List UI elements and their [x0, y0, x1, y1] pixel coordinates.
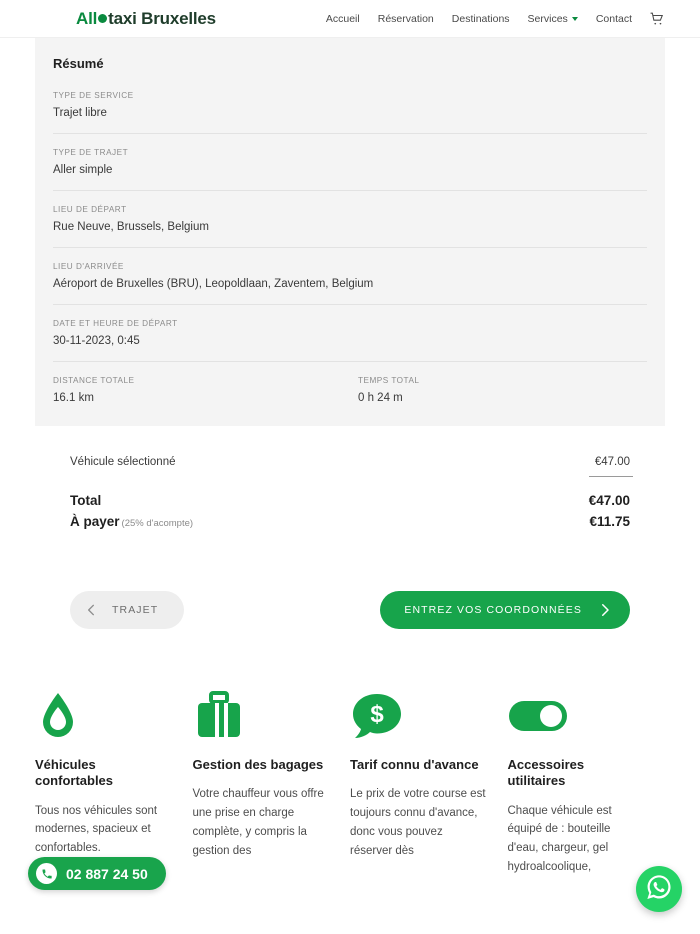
booking-page: [0, 38, 700, 877]
chevron-down-icon: [572, 17, 578, 21]
logo-dot-icon: [98, 14, 107, 23]
feature-title: Gestion des bagages: [192, 757, 324, 772]
whatsapp-button[interactable]: [636, 866, 682, 912]
feature-text: Votre chauffeur vous offre une prise en charge complète, y compris la gestion des: [192, 788, 324, 858]
suitcase-icon: [193, 689, 329, 743]
feature-text: Tous nos véhicules sont modernes, spacieux et confortables.: [35, 804, 158, 855]
field-label: LIEU DE DÉPART: [53, 205, 127, 214]
field-service-type: [53, 91, 647, 134]
field-value: Rue Neuve, Brussels, Belgium: [53, 221, 209, 233]
field-trip-type: [53, 148, 647, 191]
field-total-time: [350, 376, 647, 404]
feature-title: Véhicules confortables: [35, 757, 114, 789]
toggle-switch-icon: [508, 689, 644, 743]
feature-gestion-bagages: [193, 689, 351, 877]
selected-vehicle-label: Véhicule sélectionné: [70, 456, 176, 468]
nav-item-contact[interactable]: Contact: [595, 12, 632, 25]
field-label: TYPE DE TRAJET: [53, 148, 129, 157]
deposit-label: [70, 514, 193, 529]
logo-text-secondary: taxi Bruxelles: [108, 8, 216, 28]
selected-vehicle-price: €47.00: [594, 456, 630, 468]
field-total-distance: [53, 376, 350, 404]
summary-card: [35, 38, 665, 426]
logo-text-primary: All: [76, 8, 98, 28]
main-navigation: [326, 12, 686, 26]
feature-accessoires-utilitaires: [508, 689, 666, 877]
field-value: 16.1 km: [53, 392, 94, 404]
nav-item-services[interactable]: [528, 13, 578, 25]
phone-number-label: 02 887 24 50: [66, 865, 148, 882]
field-label: DATE ET HEURE DE DÉPART: [53, 319, 178, 328]
feature-title: Accessoires utilitaires: [507, 757, 585, 789]
selected-vehicle-row: [70, 456, 630, 477]
feature-tarif-connu: [350, 689, 508, 877]
phone-icon: [36, 863, 57, 884]
price-bubble-icon: [350, 689, 486, 743]
deposit-label-text: À payer: [70, 514, 120, 529]
nav-item-accueil[interactable]: Accueil: [325, 12, 360, 25]
step-navigation: [70, 591, 630, 629]
whatsapp-icon: [645, 873, 673, 906]
site-logo[interactable]: [76, 9, 216, 29]
field-label: LIEU D'ARRIVÉE: [53, 262, 124, 271]
nav-item-reservation[interactable]: Réservation: [377, 12, 434, 25]
feature-title: Tarif connu d'avance: [350, 757, 479, 772]
back-to-trajet-button[interactable]: [70, 591, 184, 629]
field-value: Aéroport de Bruxelles (BRU), Leopoldlaan, Zaventem, Belgium: [53, 278, 374, 290]
back-button-label: TRAJET: [112, 604, 159, 616]
site-header: [0, 0, 700, 38]
field-value: 0 h 24 m: [358, 392, 403, 404]
field-distance-duration: [53, 376, 647, 404]
deposit-row: [70, 514, 630, 529]
deposit-amount: €11.75: [589, 514, 630, 529]
svg-text:$: $: [370, 701, 384, 728]
field-label: DISTANCE TOTALE: [53, 376, 135, 385]
field-value: 30-11-2023, 0:45: [53, 335, 140, 347]
field-pickup-location: [53, 205, 647, 248]
phone-call-button[interactable]: [28, 857, 166, 890]
total-amount: €47.00: [588, 493, 630, 508]
arrow-right-icon: [596, 601, 614, 619]
next-coordinates-button[interactable]: [380, 591, 630, 629]
feature-text: Le prix de votre course est toujours connu d'avance, donc vous pouvez réserver dès: [350, 788, 486, 858]
nav-item-services-label: Services: [527, 12, 568, 25]
arrow-left-icon: [84, 602, 100, 618]
totals-block: [70, 493, 630, 529]
field-value: Trajet libre: [53, 107, 107, 119]
features-section: [35, 689, 665, 877]
cart-icon[interactable]: [650, 12, 664, 26]
next-button-label: ENTREZ VOS COORDONNÉES: [404, 604, 582, 616]
field-value: Aller simple: [53, 164, 113, 176]
total-label: Total: [70, 493, 102, 508]
total-row: [70, 493, 630, 508]
field-label: TEMPS TOTAL: [358, 376, 420, 385]
field-dropoff-location: [53, 262, 647, 305]
feature-vehicules-confortables: [35, 689, 193, 877]
nav-item-destinations[interactable]: Destinations: [451, 12, 510, 25]
feature-text: Chaque véhicule est équipé de : bouteille d'eau, chargeur, gel hydroalcoolique,: [507, 804, 612, 874]
field-departure-datetime: [53, 319, 647, 362]
deposit-note: (25% d'acompte): [121, 518, 194, 529]
summary-title: Résumé: [53, 56, 104, 71]
field-label: TYPE DE SERVICE: [53, 91, 134, 100]
water-drop-icon: [35, 689, 171, 743]
